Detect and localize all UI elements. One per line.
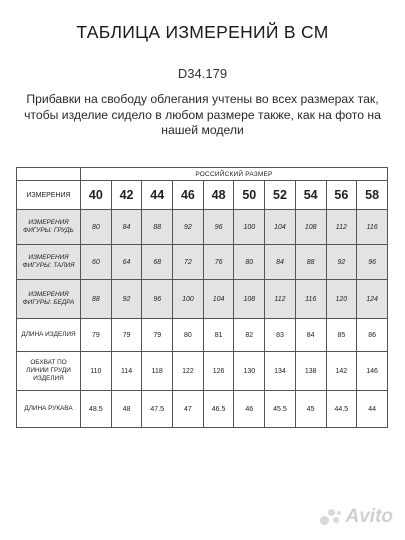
- table-cell: 92: [326, 245, 357, 280]
- table-cell: 79: [142, 319, 173, 352]
- table-cell: 47.5: [142, 391, 173, 428]
- table-cell: 108: [234, 280, 265, 319]
- table-cell: 48: [111, 391, 142, 428]
- size-header: 46: [173, 181, 204, 210]
- watermark-text: Avito: [345, 506, 393, 527]
- table-row-sleeve: [17, 391, 388, 428]
- table-cell: 48.5: [81, 391, 112, 428]
- table-cell: 96: [203, 210, 234, 245]
- table-cell: 72: [173, 245, 204, 280]
- size-table: [16, 167, 388, 428]
- table-cell: 82: [234, 319, 265, 352]
- table-cell: 142: [326, 352, 357, 391]
- table-cell: 130: [234, 352, 265, 391]
- table-cell: 80: [81, 210, 112, 245]
- table-cell: 100: [173, 280, 204, 319]
- table-cell: 120: [326, 280, 357, 319]
- measurements-header: ИЗМЕРЕНИЯ: [17, 181, 81, 210]
- row-label: ДЛИНА РУКАВА: [17, 391, 81, 428]
- table-cell: 45: [295, 391, 326, 428]
- table-cell: 96: [357, 245, 388, 280]
- size-header: 42: [111, 181, 142, 210]
- table-cell: 116: [295, 280, 326, 319]
- size-header: 56: [326, 181, 357, 210]
- russian-size-header: РОССИЙСКИЙ РАЗМЕР: [81, 168, 388, 181]
- size-header: 44: [142, 181, 173, 210]
- table-row-garment-chest: [17, 352, 388, 391]
- table-row-hips: [17, 280, 388, 319]
- table-cell: 100: [234, 210, 265, 245]
- table-cell: 112: [265, 280, 296, 319]
- table-cell: 104: [203, 280, 234, 319]
- product-code: D34.179: [177, 66, 228, 81]
- table-cell: 92: [111, 280, 142, 319]
- table-cell: 126: [203, 352, 234, 391]
- page-title: ТАБЛИЦА ИЗМЕРЕНИЙ В СМ: [76, 22, 329, 42]
- avito-watermark: [320, 506, 394, 528]
- table-cell: 81: [203, 319, 234, 352]
- table-cell: 124: [357, 280, 388, 319]
- row-label: ИЗМЕРЕНИЯ ФИГУРЫ: БЕДРА: [17, 280, 81, 319]
- table-cell: 112: [326, 210, 357, 245]
- table-cell: 80: [234, 245, 265, 280]
- table-cell: 88: [295, 245, 326, 280]
- avito-logo-icon: [320, 509, 342, 525]
- table-cell: 80: [173, 319, 204, 352]
- table-cell: 88: [81, 280, 112, 319]
- table-cell: 45.5: [265, 391, 296, 428]
- size-table-container: [16, 167, 388, 428]
- table-cell: 79: [81, 319, 112, 352]
- table-row-length: [17, 319, 388, 352]
- size-header-row: [17, 181, 388, 210]
- row-label: ОБХВАТ ПО ЛИНИИ ГРУДИ ИЗДЕЛИЯ: [17, 352, 81, 391]
- table-cell: 138: [295, 352, 326, 391]
- table-cell: 47: [173, 391, 204, 428]
- table-cell: 114: [111, 352, 142, 391]
- table-cell: 118: [142, 352, 173, 391]
- table-group-header-row: [17, 168, 388, 181]
- table-cell: 84: [295, 319, 326, 352]
- table-cell: 64: [111, 245, 142, 280]
- table-cell: 46.5: [203, 391, 234, 428]
- table-cell: 86: [357, 319, 388, 352]
- table-cell: 84: [265, 245, 296, 280]
- size-header: 58: [357, 181, 388, 210]
- fit-note: Прибавки на свободу облегания учтены во всех размерах так, чтобы изделие сидело в любом размере также, как на фото на нашей модели: [24, 92, 381, 137]
- size-header: 52: [265, 181, 296, 210]
- table-cell: 122: [173, 352, 204, 391]
- table-cell: 44.5: [326, 391, 357, 428]
- table-cell: 134: [265, 352, 296, 391]
- table-cell: 116: [357, 210, 388, 245]
- size-header: 50: [234, 181, 265, 210]
- size-header: 40: [81, 181, 112, 210]
- size-header: 48: [203, 181, 234, 210]
- table-cell: 79: [111, 319, 142, 352]
- table-cell: 110: [81, 352, 112, 391]
- table-cell: 46: [234, 391, 265, 428]
- empty-corner-cell: [17, 168, 81, 181]
- table-cell: 44: [357, 391, 388, 428]
- table-cell: 68: [142, 245, 173, 280]
- table-cell: 92: [173, 210, 204, 245]
- row-label: ИЗМЕРЕНИЯ ФИГУРЫ: ТАЛИЯ: [17, 245, 81, 280]
- table-cell: 96: [142, 280, 173, 319]
- row-label: ИЗМЕРЕНИЯ ФИГУРЫ: ГРУДЬ: [17, 210, 81, 245]
- table-cell: 104: [265, 210, 296, 245]
- table-cell: 85: [326, 319, 357, 352]
- table-cell: 84: [111, 210, 142, 245]
- table-cell: 108: [295, 210, 326, 245]
- table-cell: 88: [142, 210, 173, 245]
- table-cell: 60: [81, 245, 112, 280]
- table-cell: 83: [265, 319, 296, 352]
- table-row-bust: [17, 210, 388, 245]
- table-cell: 76: [203, 245, 234, 280]
- table-cell: 146: [357, 352, 388, 391]
- size-header: 54: [295, 181, 326, 210]
- table-row-waist: [17, 245, 388, 280]
- row-label: ДЛИНА ИЗДЕЛИЯ: [17, 319, 81, 352]
